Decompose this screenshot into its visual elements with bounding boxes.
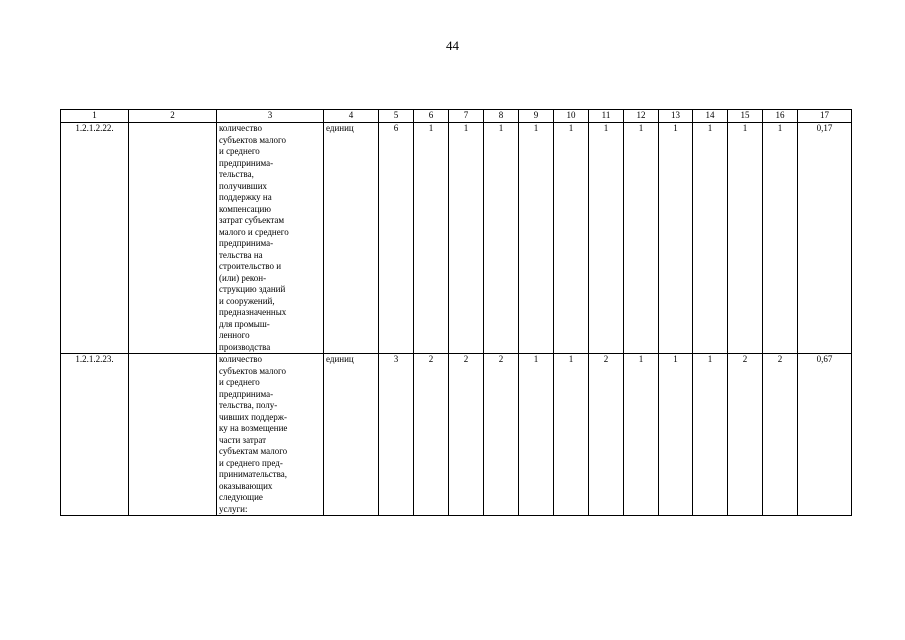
row-value-col-13: 1 (659, 123, 693, 354)
table-header-row (61, 110, 852, 123)
column-header-10: 10 (554, 110, 589, 123)
row-code: 1.2.1.2.22. (61, 123, 129, 354)
row-value-col-9: 1 (519, 123, 554, 354)
column-header-2: 2 (129, 110, 217, 123)
description-line: субъектов малого (219, 134, 286, 145)
row-value-col-12: 1 (624, 354, 659, 516)
row-col17: 0,17 (798, 123, 852, 354)
description-line: предпринима- (219, 238, 274, 248)
description-line: тельства, (219, 169, 254, 179)
description-line: получивших (219, 180, 268, 191)
table-row (61, 354, 852, 516)
column-header-17: 17 (798, 110, 852, 123)
row-value-col-14: 1 (693, 123, 728, 354)
table-row (61, 123, 852, 354)
row-value-col-8: 1 (484, 123, 519, 354)
row-code: 1.2.1.2.23. (61, 354, 129, 516)
description-line: ленного (219, 330, 250, 340)
row-value-col-15: 2 (728, 354, 763, 516)
row-value-col-15: 1 (728, 123, 763, 354)
description-line: поддержку на (219, 192, 272, 202)
column-header-1: 1 (61, 110, 129, 123)
row-value-col-6: 2 (414, 354, 449, 516)
description-line: чивших поддерж- (219, 411, 288, 422)
row-value-col-11: 1 (589, 123, 624, 354)
column-header-12: 12 (624, 110, 659, 123)
column-header-7: 7 (449, 110, 484, 123)
row-value-col-6: 1 (414, 123, 449, 354)
column-header-14: 14 (693, 110, 728, 123)
column-header-9: 9 (519, 110, 554, 123)
description-line: компенсацию (219, 203, 272, 214)
description-line: предпринима- (219, 388, 274, 399)
description-line: струкцию зданий (219, 284, 286, 294)
description-line: строительство и (219, 261, 282, 271)
column-header-8: 8 (484, 110, 519, 123)
row-col2 (129, 123, 217, 354)
row-col2 (129, 354, 217, 516)
row-value-col-11: 2 (589, 354, 624, 516)
column-header-3: 3 (217, 110, 324, 123)
description-line: предпринима- (219, 157, 274, 168)
column-header-15: 15 (728, 110, 763, 123)
description-line: количество (219, 354, 262, 364)
description-line: и среднего (219, 146, 260, 156)
description-line: услуги: (219, 503, 248, 514)
description-line: части затрат (219, 434, 267, 445)
row-value-col-13: 1 (659, 354, 693, 516)
column-header-13: 13 (659, 110, 693, 123)
row-unit: единиц (324, 123, 379, 354)
row-value-col-10: 1 (554, 354, 589, 516)
description-line: субъектам малого (219, 446, 288, 456)
row-value-col-12: 1 (624, 123, 659, 354)
row-value-col-16: 1 (763, 123, 798, 354)
row-value-col-8: 2 (484, 354, 519, 516)
column-header-5: 5 (379, 110, 414, 123)
description-line: тельства, полу- (219, 400, 278, 410)
column-header-11: 11 (589, 110, 624, 123)
row-value-col-16: 2 (763, 354, 798, 516)
description-line: и среднего пред- (219, 457, 283, 468)
column-header-6: 6 (414, 110, 449, 123)
description-line: затрат субъектам (219, 215, 285, 225)
row-description (217, 354, 324, 516)
description-line: и среднего (219, 377, 260, 387)
description-line: оказывающих (219, 480, 273, 491)
row-value-col-14: 1 (693, 354, 728, 516)
description-line: тельства на (219, 249, 263, 260)
description-line: для промыш- (219, 318, 270, 329)
row-value-col-5: 3 (379, 354, 414, 516)
description-line: производства (219, 341, 271, 352)
row-value-col-5: 6 (379, 123, 414, 354)
data-table (60, 109, 852, 516)
description-line: следующие (219, 492, 263, 502)
row-description (217, 123, 324, 354)
row-value-col-7: 2 (449, 354, 484, 516)
description-line: (или) рекон- (219, 272, 267, 283)
description-line: малого и среднего (219, 226, 289, 237)
row-unit: единиц (324, 354, 379, 516)
row-value-col-9: 1 (519, 354, 554, 516)
description-line: ку на возмещение (219, 423, 288, 433)
column-header-16: 16 (763, 110, 798, 123)
row-value-col-10: 1 (554, 123, 589, 354)
page-number: 44 (446, 38, 459, 53)
row-col17: 0,67 (798, 354, 852, 516)
description-line: принимательства, (219, 469, 287, 479)
row-value-col-7: 1 (449, 123, 484, 354)
description-line: и сооружений, (219, 295, 275, 306)
column-header-4: 4 (324, 110, 379, 123)
description-line: предназначенных (219, 307, 287, 317)
description-line: субъектов малого (219, 365, 286, 376)
description-line: количество (219, 123, 262, 133)
